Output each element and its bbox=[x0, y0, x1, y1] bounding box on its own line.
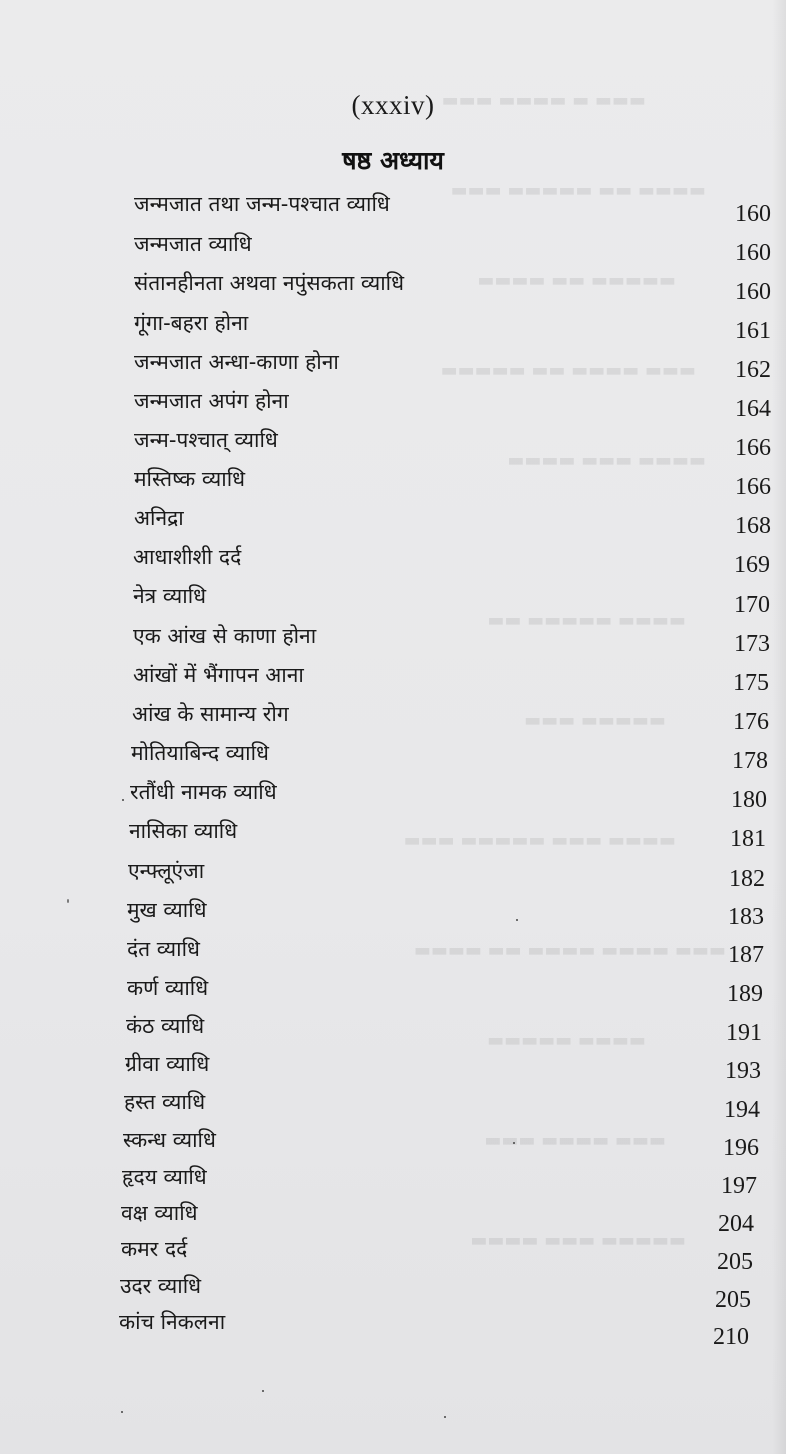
paper-speck bbox=[262, 1390, 264, 1392]
toc-entry-page: 160 bbox=[735, 240, 771, 266]
toc-entry-page: 205 bbox=[715, 1287, 751, 1313]
toc-entry-page: 170 bbox=[734, 592, 770, 618]
toc-entry-title: मस्तिष्क व्याधि bbox=[134, 467, 246, 491]
toc-entry-page: 181 bbox=[730, 826, 766, 852]
toc-entry-page: 164 bbox=[735, 396, 771, 422]
toc-entry-page: 204 bbox=[718, 1211, 754, 1237]
toc-entry-page: 191 bbox=[726, 1020, 762, 1046]
toc-entry-title: कांच निकलना bbox=[119, 1310, 226, 1334]
toc-entry-title: स्कन्ध व्याधि bbox=[123, 1128, 216, 1152]
toc-entry-title: आधाशीशी दर्द bbox=[133, 545, 242, 569]
toc-entry-title: आंखों में भैंगापन आना bbox=[133, 663, 304, 687]
toc-entry-title: जन्म-पश्चात् व्याधि bbox=[134, 428, 278, 452]
toc-entry-title: एक आंख से काणा होना bbox=[133, 624, 317, 648]
toc-entry-page: 162 bbox=[735, 357, 771, 383]
toc-entry-title: अनिद्रा bbox=[134, 506, 184, 530]
toc-entry-title: हस्त व्याधि bbox=[124, 1090, 206, 1114]
toc-entry-page: 168 bbox=[735, 513, 771, 539]
toc-entry-page: 180 bbox=[731, 787, 767, 813]
toc-entry-page: 173 bbox=[734, 631, 770, 657]
paper-speck bbox=[444, 1416, 446, 1418]
page-number: (xxxiv) bbox=[351, 90, 435, 120]
toc-entry-title: मुख व्याधि bbox=[127, 898, 207, 922]
toc-entry-title: कर्ण व्याधि bbox=[127, 976, 209, 1000]
toc-entry-title: आंख के सामान्य रोग bbox=[132, 702, 289, 726]
toc-entry-title: जन्मजात अन्धा-काणा होना bbox=[134, 350, 339, 374]
toc-entry-title: वक्ष व्याधि bbox=[121, 1201, 198, 1225]
paper-speck bbox=[516, 919, 518, 921]
toc-entry-title: जन्मजात अपंग होना bbox=[134, 389, 289, 413]
paper-speck bbox=[67, 899, 69, 903]
toc-entry-page: 197 bbox=[721, 1173, 757, 1199]
toc-entry-title: दंत व्याधि bbox=[127, 937, 200, 961]
toc-entry-page: 187 bbox=[728, 942, 764, 968]
toc-entry-title: मोतियाबिन्द व्याधि bbox=[131, 741, 269, 765]
toc-entry-title: उदर व्याधि bbox=[120, 1274, 202, 1298]
toc-entry-title: हृदय व्याधि bbox=[122, 1165, 207, 1189]
toc-entry-page: 205 bbox=[717, 1249, 753, 1275]
toc-entry-page: 160 bbox=[735, 201, 771, 227]
toc-entry-title: जन्मजात तथा जन्म-पश्चात व्याधि bbox=[134, 192, 390, 216]
toc-entry-title: नेत्र व्याधि bbox=[133, 584, 207, 608]
toc-entry-title: कंठ व्याधि bbox=[126, 1014, 205, 1038]
toc-entry-page: 161 bbox=[735, 318, 771, 344]
toc-entry-title: गूंगा-बहरा होना bbox=[134, 311, 249, 335]
toc-entry-page: 166 bbox=[735, 435, 771, 461]
toc-entry-page: 176 bbox=[733, 709, 769, 735]
paper-speck bbox=[513, 1142, 515, 1144]
toc-entry-page: 182 bbox=[729, 866, 765, 892]
show-through-text: ▬▬▬ ▬ ▬▬▬▬ ▬▬▬ ▬▬▬▬ ▬▬ ▬▬▬▬▬ ▬▬▬ ▬▬▬▬▬ ▬▬ ▬▬▬▬ ▬▬▬ ▬▬▬▬ ▬▬ ▬▬▬▬▬ ▬▬▬▬ ▬▬▬ ▬▬▬▬ ▬▬▬▬ ▬▬▬▬▬ ▬▬ ▬▬▬▬▬ ▬▬▬ ▬▬▬▬ ▬▬▬ ▬▬▬▬▬ ▬▬▬ ▬▬▬ ▬▬▬▬ ▬▬▬▬ ▬▬ ▬▬▬▬ ▬▬▬▬ ▬▬▬▬▬ ▬▬▬ ▬▬▬▬ ▬▬▬ ▬▬▬▬▬ ▬▬▬ ▬▬▬▬ bbox=[403, 90, 726, 1251]
chapter-title: षष्ठ अध्याय bbox=[342, 146, 444, 175]
toc-entry-page: 194 bbox=[724, 1097, 760, 1123]
toc-entry-title: रतौंधी नामक व्याधि bbox=[130, 780, 277, 804]
toc-entry-page: 178 bbox=[732, 748, 768, 774]
toc-entry-title: जन्मजात व्याधि bbox=[134, 232, 252, 256]
paper-speck bbox=[121, 1411, 123, 1413]
toc-entry-page: 193 bbox=[725, 1058, 761, 1084]
paper-speck bbox=[122, 799, 124, 801]
toc-entry-page: 210 bbox=[713, 1324, 749, 1350]
toc-entry-title: ग्रीवा व्याधि bbox=[125, 1052, 210, 1076]
toc-entry-title: संतानहीनता अथवा नपुंसकता व्याधि bbox=[134, 271, 404, 295]
toc-entry-title: एन्फ्लूएंजा bbox=[128, 859, 205, 883]
toc-entry-title: कमर दर्द bbox=[121, 1237, 188, 1261]
toc-entry-page: 160 bbox=[735, 279, 771, 305]
toc-entry-page: 196 bbox=[723, 1135, 759, 1161]
toc-entry-page: 169 bbox=[734, 552, 770, 578]
toc-entry-page: 183 bbox=[728, 904, 764, 930]
toc-entry-title: नासिका व्याधि bbox=[129, 819, 238, 843]
toc-entry-page: 166 bbox=[735, 474, 771, 500]
toc-entry-page: 189 bbox=[727, 981, 763, 1007]
toc-entry-page: 175 bbox=[733, 670, 769, 696]
